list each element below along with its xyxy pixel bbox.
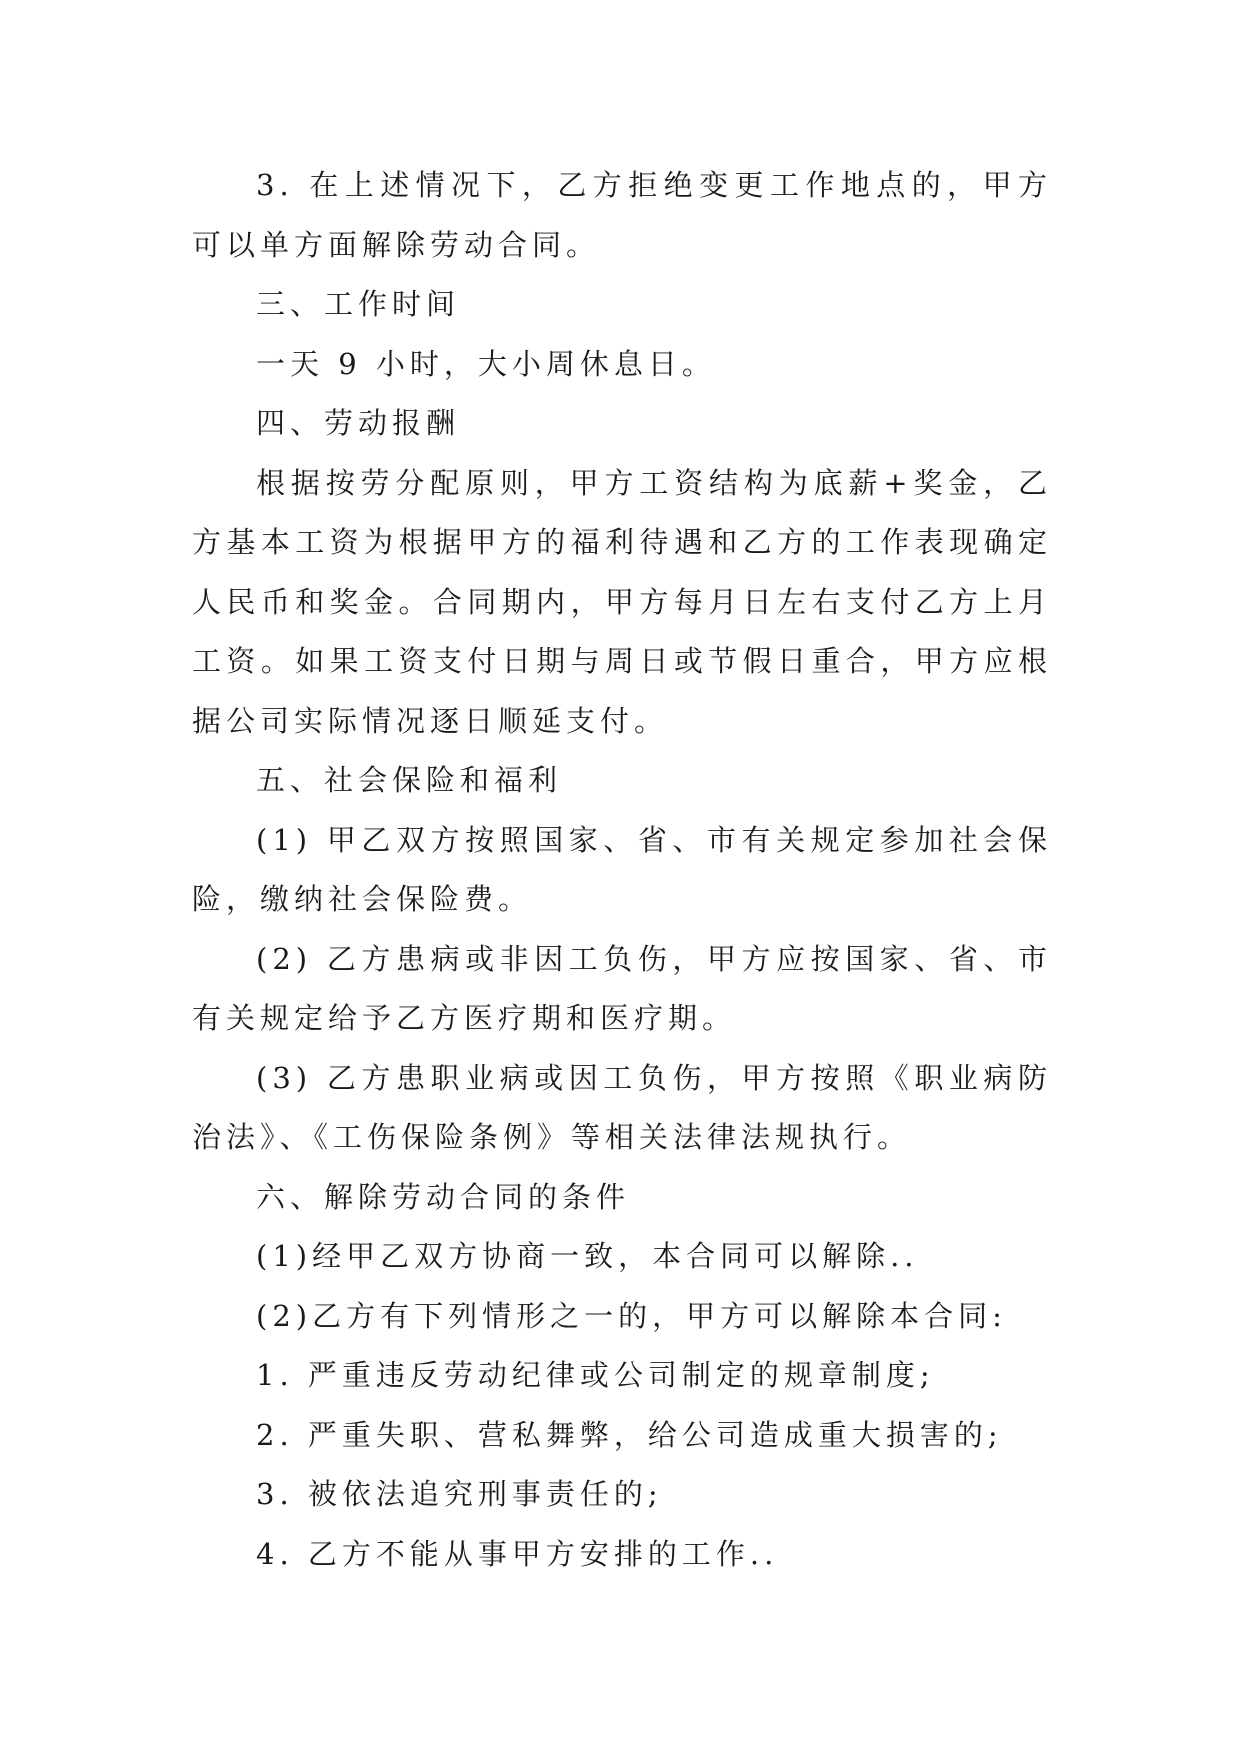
heading-social-insurance: 五、社会保险和福利 <box>256 763 563 797</box>
heading-termination-conditions: 六、解除劳动合同的条件 <box>256 1179 631 1214</box>
heading-remuneration: 四、劳动报酬 <box>256 406 461 440</box>
list-item-termination-1: 1. 严重违反劳动纪律或公司制定的规章制度; <box>256 1358 935 1392</box>
paragraph-remuneration: 根据按劳分配原则，甲方工资结构为底薪+奖金，乙方基本工资为根据甲方的福利待遇和乙方的工作表现确定人民币和奖金。合同期内，甲方每月日左右支付乙方上月工资。如果工资支付日期与周日或节假日重合，甲方应根据公司实际情况逐日顺延支付。 <box>192 465 1052 738</box>
paragraph-termination-2: (2)乙方有下列情形之一的，甲方可以解除本合同: <box>256 1298 1007 1333</box>
list-item-termination-2: 2. 严重失职、营私舞弊，给公司造成重大损害的; <box>256 1417 1003 1452</box>
heading-working-hours: 三、工作时间 <box>256 287 461 321</box>
paragraph-insurance-2: (2) 乙方患病或非因工负伤，甲方应按国家、省、市有关规定给予乙方医疗期和医疗期。 <box>192 941 1052 1035</box>
document-page <box>192 156 1052 1584</box>
paragraph-insurance-3: (3) 乙方患职业病或因工负伤，甲方按照《职业病防治法》、《工伤保险条例》等相关法律法规执行。 <box>192 1060 1052 1154</box>
paragraph-termination-1: (1)经甲乙双方协商一致，本合同可以解除.. <box>256 1239 919 1273</box>
paragraph-insurance-1: (1) 甲乙双方按照国家、省、市有关规定参加社会保险，缴纳社会保险费。 <box>192 822 1052 916</box>
list-item-termination-3: 3. 被依法追究刑事责任的; <box>256 1477 663 1511</box>
list-item-termination-4: 4. 乙方不能从事甲方安排的工作.. <box>256 1536 779 1571</box>
paragraph-working-hours: 一天 9 小时，大小周休息日。 <box>256 346 716 381</box>
paragraph-relocation-refusal: 3. 在上述情况下，乙方拒绝变更工作地点的，甲方可以单方面解除劳动合同。 <box>192 168 1052 262</box>
